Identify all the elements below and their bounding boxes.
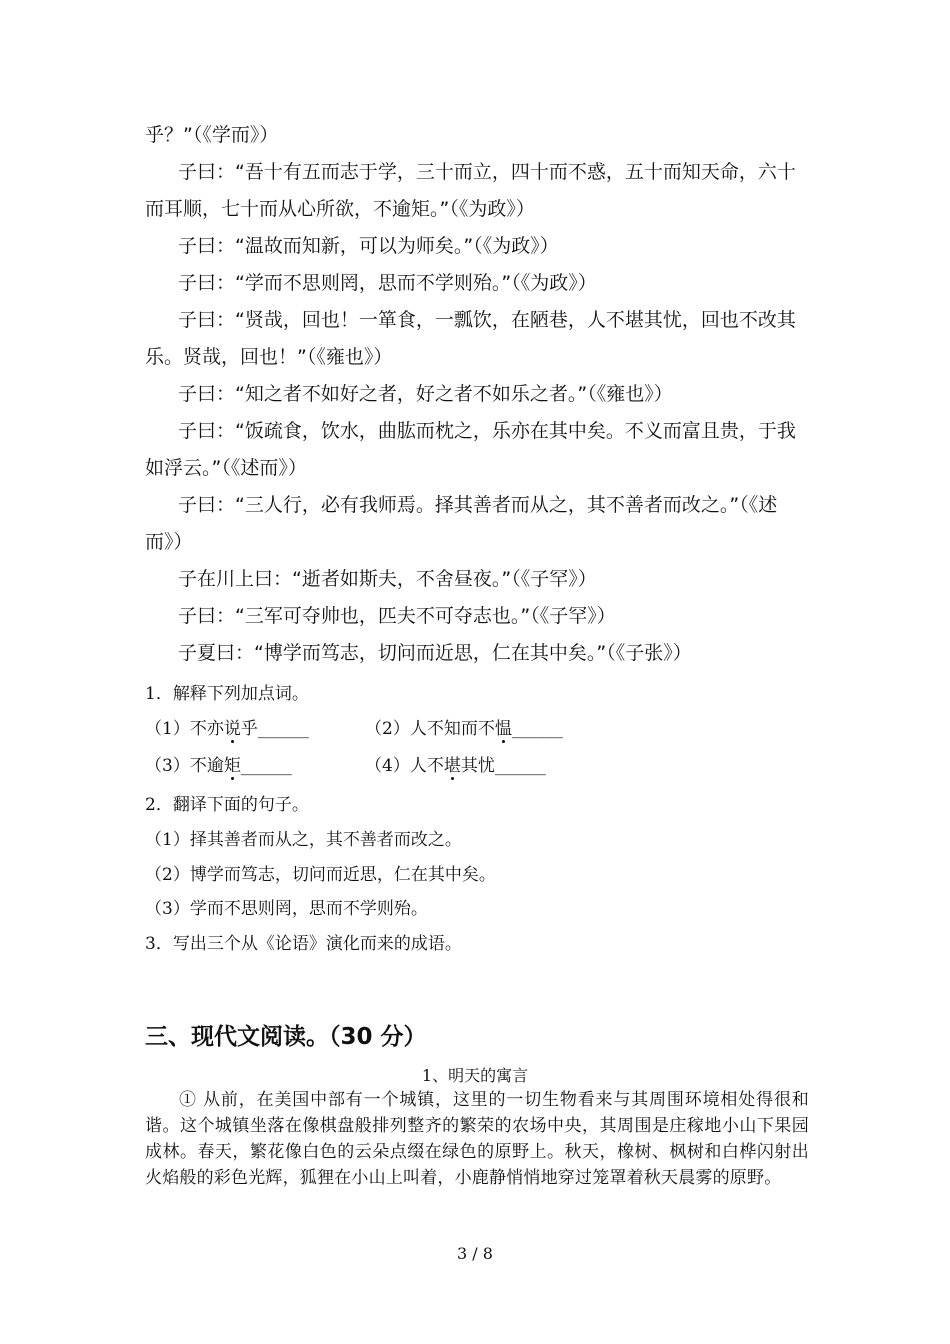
text-line: 子曰：“三人行，必有我师焉。择其善者而从之，其不善者而改之。”（《述 — [178, 494, 778, 516]
question-1-item-4 — [365, 751, 546, 776]
passage-title: 1、明天的寓言 — [421, 1066, 529, 1085]
text-line: 子曰：“饭疏食，饮水，曲肱而枕之，乐亦在其中矣。不义而富且贵，于我 — [178, 420, 796, 442]
question-2-title: 2．翻译下面的句子。 — [145, 795, 309, 815]
text-line: 而耳顺，七十而从心所欲，不逾矩。”（《为政》） — [145, 198, 535, 220]
item-text: （1）不亦 — [145, 719, 224, 739]
answer-blank: 乎______ — [240, 719, 309, 739]
text-line: 子曰：“学而不思则罔，思而不学则殆。”（《为政》） — [178, 272, 597, 294]
page-number: 3 / 8 — [457, 1244, 493, 1263]
question-2-item: （1）择其善者而从之，其不善者而改之。 — [145, 830, 462, 850]
text-line: 子在川上曰：“逝者如斯夫，不舍昼夜。”（《子罕》） — [178, 568, 597, 590]
section-heading: 三、现代文阅读。（30 分） — [145, 1024, 427, 1050]
answer-blank: ______ — [511, 719, 563, 739]
text-line: 子曰：“三军可夺帅也，匹夫不可夺志也。”（《子罕》） — [178, 605, 616, 627]
question-1-item-2 — [365, 714, 563, 739]
item-text: （2）人不知而不 — [365, 719, 495, 739]
question-3-title: 3．写出三个从《论语》演化而来的成语。 — [145, 934, 462, 954]
text-line: 子曰：“贤哉，回也！一箪食，一瓢饮，在陋巷，人不堪其忧，回也不改其 — [178, 309, 796, 331]
item-text: （4）人不 — [365, 756, 444, 776]
dotted-word: 愠 — [494, 719, 512, 739]
text-line: 子曰：“温故而知新，可以为师矣。”（《为政》） — [178, 235, 559, 257]
text-line: 子曰：“吾十有五而志于学，三十而立，四十而不惑，五十而知天命，六十 — [178, 161, 796, 183]
text-line: 而》） — [145, 531, 193, 553]
item-text: （3）不逾 — [145, 756, 224, 776]
passage-paragraph: ① 从前，在美国中部有一个城镇，这里的一切生物看来与其周围环境相处得很和谐。这个城镇坐落在像棋盘般排列整齐的繁荣的农场中央，其周围是庄稼地小山下果园成林。春天，繁花像白色的云朵点缀在绿色的原野上。秋天，橡树、枫树和白桦闪射出火焰般的彩色光辉，狐狸在小山上叫着，小鹿静悄悄地穿过笼罩着秋天晨雾的原野。 — [145, 1090, 809, 1188]
dotted-word: 堪 — [443, 756, 461, 776]
text-line: 如浮云。”（《述而》） — [145, 457, 307, 479]
text-line: 乐。贤哉，回也！”（《雍也》） — [145, 346, 393, 368]
dotted-word: 矩 — [223, 756, 241, 776]
text-line: 子曰：“知之者不如好之者，好之者不如乐之者。”（《雍也》） — [178, 383, 673, 405]
question-2-item: （3）学而不思则罔，思而不学则殆。 — [145, 899, 428, 919]
answer-blank: ______ — [240, 756, 292, 776]
question-1-title: 1．解释下列加点词。 — [145, 684, 309, 704]
question-1-item-3 — [145, 751, 292, 776]
text-line: 子夏曰：“博学而笃志，切问而近思，仁在其中矣。”（《子张》） — [178, 642, 692, 664]
question-2-item: （2）博学而笃志，切问而近思，仁在其中矣。 — [145, 865, 496, 885]
dotted-word: 说 — [223, 719, 241, 739]
question-1-item-1 — [145, 714, 309, 739]
answer-blank: 其忧______ — [460, 756, 546, 776]
text-line: 乎？”（《学而》） — [145, 124, 279, 146]
